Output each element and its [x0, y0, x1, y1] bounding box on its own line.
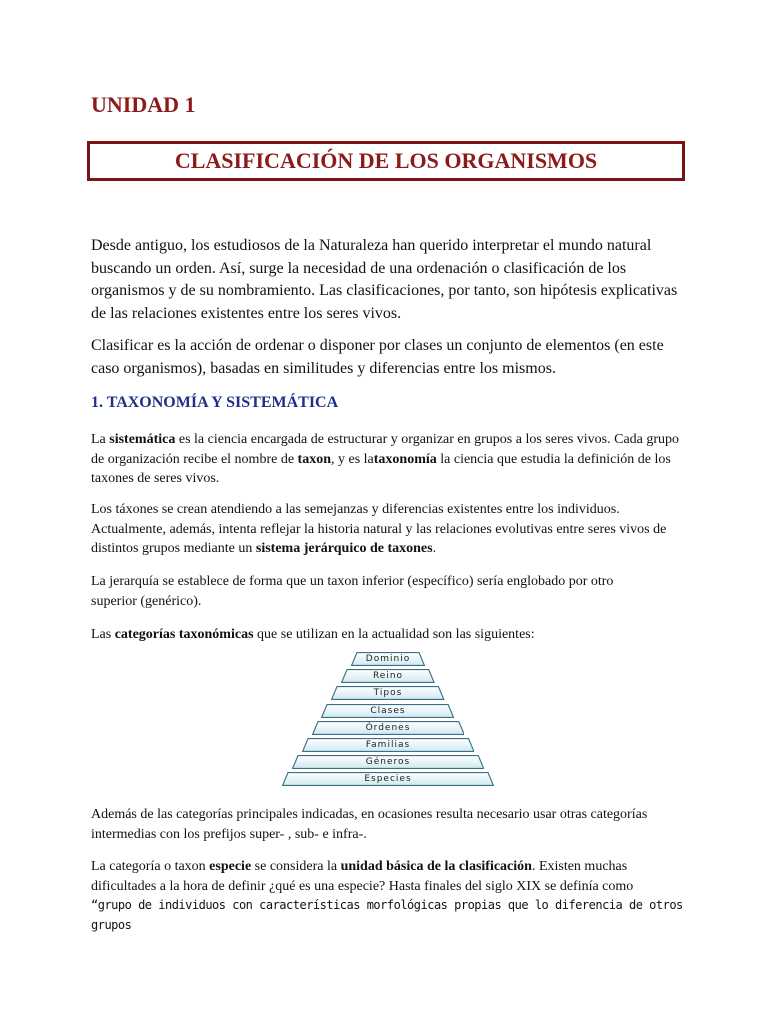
pyramid-level-label: Reino: [372, 671, 404, 682]
unit-heading: UNIDAD 1: [91, 92, 196, 117]
pyramid-level: [341, 669, 435, 683]
categorias-paragraph: Las categorías taxonómicas que se utilizan en la actualidad son las siguientes:: [91, 627, 535, 642]
pyramid-level-label: Órdenes: [365, 722, 411, 733]
pyramid-level-label: Tipos: [373, 688, 403, 699]
sistematica-paragraph: La sistemática es la ciencia encargada de estructurar y organizar en grupos a los seres vivos. Cada grupo de organización recibe el nombre de taxon, y es lataxonomía la ciencia que estudia la definición de los taxones de seres vivos.: [91, 432, 680, 486]
pyramid-level-label: Especies: [364, 774, 412, 785]
pyramid-level-label: Clases: [370, 705, 406, 716]
title-box: [87, 141, 685, 181]
term-sistema-jerarquico: sistema jerárquico de taxones: [255, 541, 433, 556]
especie-paragraph: La categoría o taxon especie se considera la unidad básica de la clasificación. Existen muchas dificultades a la hora de definir ¿qué es una especie? Hasta finales del siglo XIX se definía como “grupo de individuos con características morfológicas propias que lo diferencia de otros grupos: [91, 859, 683, 932]
pyramid-level: [282, 772, 494, 786]
term-categorias-taxonomicas: categorías taxonómicas: [114, 627, 254, 642]
prefijos-paragraph: Además de las categorías principales indicadas, en ocasiones resulta necesario usar otras categorías intermedias con los prefijos super- , sub- e infra-.: [91, 807, 648, 842]
pyramid-level: [302, 738, 475, 752]
pyramid-level-label: Géneros: [365, 757, 411, 768]
jerarquia-paragraph: La jerarquía se establece de forma que un taxon inferior (específico) sería englobado por otro superior (genérico).: [91, 574, 614, 609]
pyramid-level: [331, 686, 444, 700]
pyramid-level-label: Familias: [365, 740, 411, 750]
term-especie: especie: [209, 859, 252, 874]
pyramid-level-label: Dominio: [365, 654, 411, 664]
pyramid-level: [292, 755, 484, 769]
term-taxonomia: taxonomía: [373, 451, 437, 467]
intro-paragraph-1: Desde antiguo, los estudiosos de la Naturaleza han querido interpretar el mundo natural buscando un orden. Así, surge la necesidad de una ordenación o clasificación de los organismos y de su nombramiento. Las clasificaciones, por tanto, son hipótesis explicativas de las relaciones existentes entre los seres vivos.: [91, 237, 678, 322]
term-unidad-basica: unidad básica de la clasificación: [340, 859, 532, 874]
taxones-paragraph: Los táxones se crean atendiendo a las semejanzas y diferencias existentes entre los individuos. Actualmente, además, intenta reflejar la historia natural y las relaciones evolutivas entre seres vivos de distintos grupos mediante un sistema jerárquico de taxones.: [91, 502, 667, 556]
term-taxon: taxon: [297, 451, 331, 467]
term-sistematica: sistemática: [109, 432, 176, 447]
taxonomy-pyramid: [282, 652, 494, 790]
definicion-especie-line: “grupo de individuos con características morfológicas propias que lo diferencia de otros grupos: [91, 898, 683, 932]
pyramid-level: [312, 721, 465, 735]
page-title: CLASIFICACIÓN DE LOS ORGANISMOS: [174, 148, 598, 173]
pyramid-level: [321, 704, 454, 718]
intro-paragraph-2: Clasificar es la acción de ordenar o disponer por clases un conjunto de elementos (en este caso organismos), basadas en similitudes y diferencias entre los mismos.: [91, 337, 664, 377]
pyramid-level: [351, 652, 425, 666]
section-heading: 1. TAXONOMÍA Y SISTEMÁTICA: [91, 394, 339, 411]
